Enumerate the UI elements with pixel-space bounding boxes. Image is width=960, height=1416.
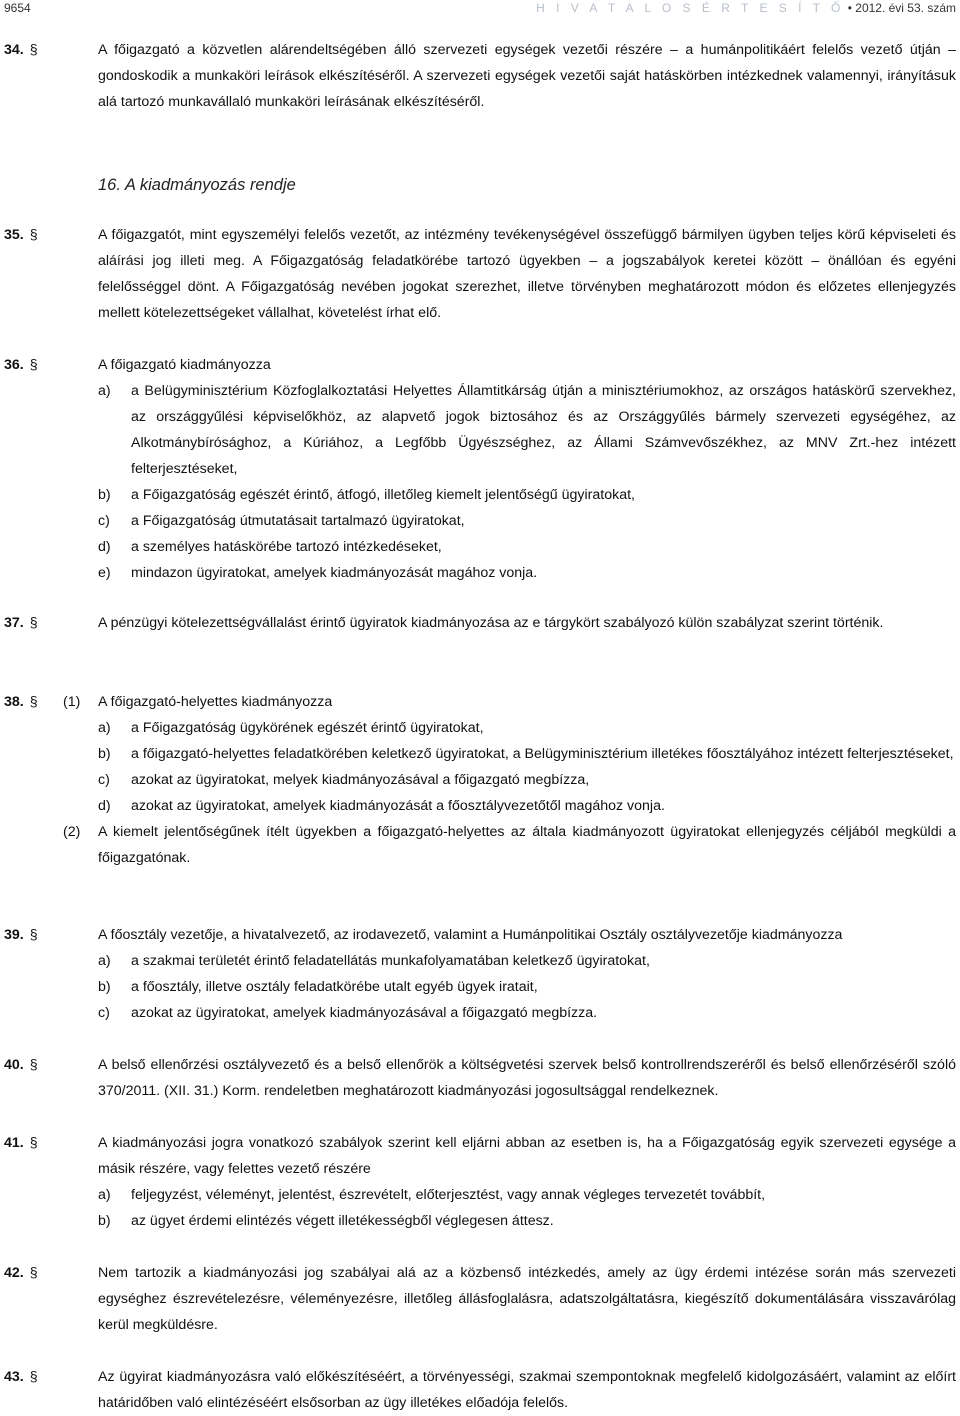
bullet-separator: • [847, 1, 852, 15]
section-number-text: 39. [4, 927, 24, 943]
section-36 [4, 352, 956, 586]
journal-title: H I V A T A L O S É R T E S Í T Ő [536, 1, 845, 15]
item-text: azokat az ügyiratokat, melyek kiadmányozásával a főigazgató megbízza, [131, 772, 590, 788]
section-34 [4, 37, 956, 115]
item-label: a) [98, 720, 111, 736]
list-item [98, 482, 956, 508]
section-intro: A főosztály vezetője, a hivatalvezető, az irodavezető, valamint a Humánpolitikai Osztály osztályvezetője kiadmányozza [98, 927, 843, 943]
paragraph-sign: § [29, 1369, 38, 1385]
item-text: a Belügyminisztérium Közfoglalkoztatási Helyettes Államtitkárság útján a minisztériumokhoz, az országos hatáskörű szervekhez, az országgyűlési képviselőkhöz, az alapvető jogok biztosához és az Országgyűlés bármely szervezeti egységéhez, az Alkotmánybírósághoz, a Kúriához, a Legfőbb Ügyészséghez, az Állami Számvevőszékhez, az MNV Zrt.-hez intézett felterjesztéseket, [131, 383, 956, 477]
section-number-text: 37. [4, 615, 24, 631]
item-label: b) [98, 979, 111, 995]
list-item [98, 974, 956, 1000]
list-item [98, 793, 956, 819]
section-number [4, 1130, 38, 1156]
section-number-text: 40. [4, 1057, 24, 1073]
paragraph-sign: § [29, 357, 38, 373]
item-label: a) [98, 953, 111, 969]
item-label: e) [98, 565, 111, 581]
item-text: feljegyzést, véleményt, jelentést, észrevételt, előterjesztést, vagy annak végleges tervezetét továbbít, [131, 1187, 766, 1203]
subsection-1 [63, 689, 956, 819]
section-number-text: 41. [4, 1135, 24, 1151]
section-body [63, 689, 956, 871]
section-39 [4, 922, 956, 1026]
section-text: A főigazgatót, mint egyszemélyi felelős vezetőt, az intézmény tevékenységével összefüggő bármilyen ügyben teljes körű képviseleti és aláírási jog illeti meg. A Főigazgatóság feladatkörébe tartozó ügyekben – a jogszabályok keretei között – önállóan és egyéni felelősséggel dönt. A Főigazgatóság nevében jogokat szerezhet, illetve törvényben meghatározott módon és előzetes ellenjegyzés mellett kötelezettségeket vállalhat, követelést írhat elő. [98, 227, 956, 321]
list-item [98, 1000, 956, 1026]
item-label: c) [98, 513, 110, 529]
section-text: Nem tartozik a kiadmányozási jog szabályai alá az a közbenső intézkedés, amely az ügy érdemi intézése során más szervezeti egységhez észrevételezésre, véleményezésre, illetőleg állásfoglalásra, adatszolgáltatásra, kiegészítő dokumentálására visszavárólag kerül megküldésre. [98, 1265, 956, 1333]
list-item [98, 534, 956, 560]
paragraph-sign: § [29, 927, 38, 943]
item-label: d) [98, 798, 111, 814]
subsection-label: (1) [63, 694, 81, 710]
section-number [4, 1364, 38, 1390]
chapter-heading: 16. A kiadmányozás rendje [98, 176, 296, 194]
list-item [98, 767, 956, 793]
paragraph-sign: § [29, 694, 38, 710]
section-number [4, 922, 38, 948]
list-item [98, 1182, 956, 1208]
paragraph-sign: § [29, 227, 38, 243]
item-label: a) [98, 383, 111, 399]
subsection-intro: A főigazgató-helyettes kiadmányozza [98, 694, 333, 710]
item-text: mindazon ügyiratokat, amelyek kiadmányozását magához vonja. [131, 565, 538, 581]
section-40 [4, 1052, 956, 1104]
section-38 [4, 689, 956, 871]
list-item [98, 1208, 956, 1234]
section-number [4, 37, 38, 63]
section-intro: A főigazgató kiadmányozza [98, 357, 271, 373]
item-text: az ügyet érdemi elintézés végett illetékességből véglegesen áttesz. [131, 1213, 554, 1229]
section-text: A belső ellenőrzési osztályvezető és a belső ellenőrök a költségvetési szervek belső kontrollrendszeréről és belső ellenőrzéséről szóló 370/2011. (XII. 31.) Korm. rendeletben meghatározott kiadmányozási jogosultsággal rendelkeznek. [98, 1057, 956, 1099]
section-number-text: 34. [4, 42, 24, 58]
item-text: a személyes hatáskörébe tartozó intézkedéseket, [131, 539, 442, 555]
section-35 [4, 222, 956, 326]
subsection-text: A kiemelt jelentőségűnek ítélt ügyekben a főigazgató-helyettes az általa kiadmányozott ügyiratokat ellenjegyzés céljából megküldi a főigazgatónak. [98, 824, 956, 866]
section-number [4, 689, 38, 715]
subsection-2 [63, 819, 956, 871]
item-text: a főigazgató-helyettes feladatkörében keletkező ügyiratokat, a Belügyminisztérium illetékes főosztályához intézett felterjesztéseket, [131, 746, 954, 762]
subsection-label: (2) [63, 824, 81, 840]
section-41 [4, 1130, 956, 1234]
item-label: c) [98, 1005, 110, 1021]
paragraph-sign: § [29, 42, 38, 58]
item-label: d) [98, 539, 111, 555]
section-intro: A kiadmányozási jogra vonatkozó szabályok szerint kell eljárni abban az esetben is, ha a Főigazgatóság egyik szervezeti egysége a másik részére, vagy felettes vezető részére [98, 1135, 956, 1177]
item-label: b) [98, 1213, 111, 1229]
list-item [98, 560, 956, 586]
page-number: 9654 [4, 1, 31, 15]
section-number-text: 38. [4, 694, 24, 710]
item-text: a Főigazgatóság ügykörének egészét érintő ügyiratokat, [131, 720, 484, 736]
item-label: c) [98, 772, 110, 788]
section-text: A pénzügyi kötelezettségvállalást érintő ügyiratok kiadmányozása az e tárgykört szabályozó külön szabályzat szerint történik. [98, 615, 884, 631]
paragraph-sign: § [29, 615, 38, 631]
list-item [98, 715, 956, 741]
section-37 [4, 610, 956, 636]
section-text: A főigazgató a közvetlen alárendeltségében álló szervezeti egységek vezetői részére – a humánpolitikáért felelős vezető útján – gondoskodik a munkaköri leírások elkészítéséről. A szervezeti egységek vezetői saját hatáskörben intézkednek valamennyi, irányításuk alá tartozó munkavállaló munkaköri leírásának elkészítéséről. [98, 42, 956, 110]
item-label: a) [98, 1187, 111, 1203]
section-number-text: 43. [4, 1369, 24, 1385]
section-number [4, 352, 38, 378]
section-42 [4, 1260, 956, 1338]
section-body [98, 922, 956, 1026]
item-text: a szakmai területét érintő feladatellátás munkafolyamatában keletkező ügyiratokat, [131, 953, 650, 969]
section-text: Az ügyirat kiadmányozásra való előkészítéséért, a törvényességi, szakmai szempontoknak megfelelő kidolgozásáért, valamint az előírt határidőben való elintézéséért elsősorban az ügy illetékes előadója felelős. [98, 1369, 956, 1411]
list-item [98, 741, 956, 767]
paragraph-sign: § [29, 1057, 38, 1073]
section-number-text: 42. [4, 1265, 24, 1281]
item-label: b) [98, 746, 111, 762]
paragraph-sign: § [29, 1265, 38, 1281]
page-header [0, 0, 960, 20]
item-text: a Főigazgatóság útmutatásait tartalmazó ügyiratokat, [131, 513, 465, 529]
section-number [4, 1260, 38, 1286]
item-text: azokat az ügyiratokat, amelyek kiadmányozásával a főigazgató megbízza. [131, 1005, 598, 1021]
section-number [4, 222, 38, 248]
item-label: b) [98, 487, 111, 503]
journal-info [536, 0, 956, 16]
section-number [4, 610, 38, 636]
item-text: a Főigazgatóság egészét érintő, átfogó, illetőleg kiemelt jelentőségű ügyiratokat, [131, 487, 635, 503]
section-number [4, 1052, 38, 1078]
list-item [98, 508, 956, 534]
list-item [98, 948, 956, 974]
list-item [98, 378, 956, 482]
item-text: azokat az ügyiratokat, amelyek kiadmányozását a főosztályvezetőtől magához vonja. [131, 798, 665, 814]
section-43 [4, 1364, 956, 1416]
section-number-text: 35. [4, 227, 24, 243]
section-body [98, 352, 956, 586]
item-text: a főosztály, illetve osztály feladatkörébe utalt egyéb ügyek iratait, [131, 979, 538, 995]
paragraph-sign: § [29, 1135, 38, 1151]
section-number-text: 36. [4, 357, 24, 373]
issue-number: 2012. évi 53. szám [855, 1, 956, 15]
section-body [98, 1130, 956, 1234]
